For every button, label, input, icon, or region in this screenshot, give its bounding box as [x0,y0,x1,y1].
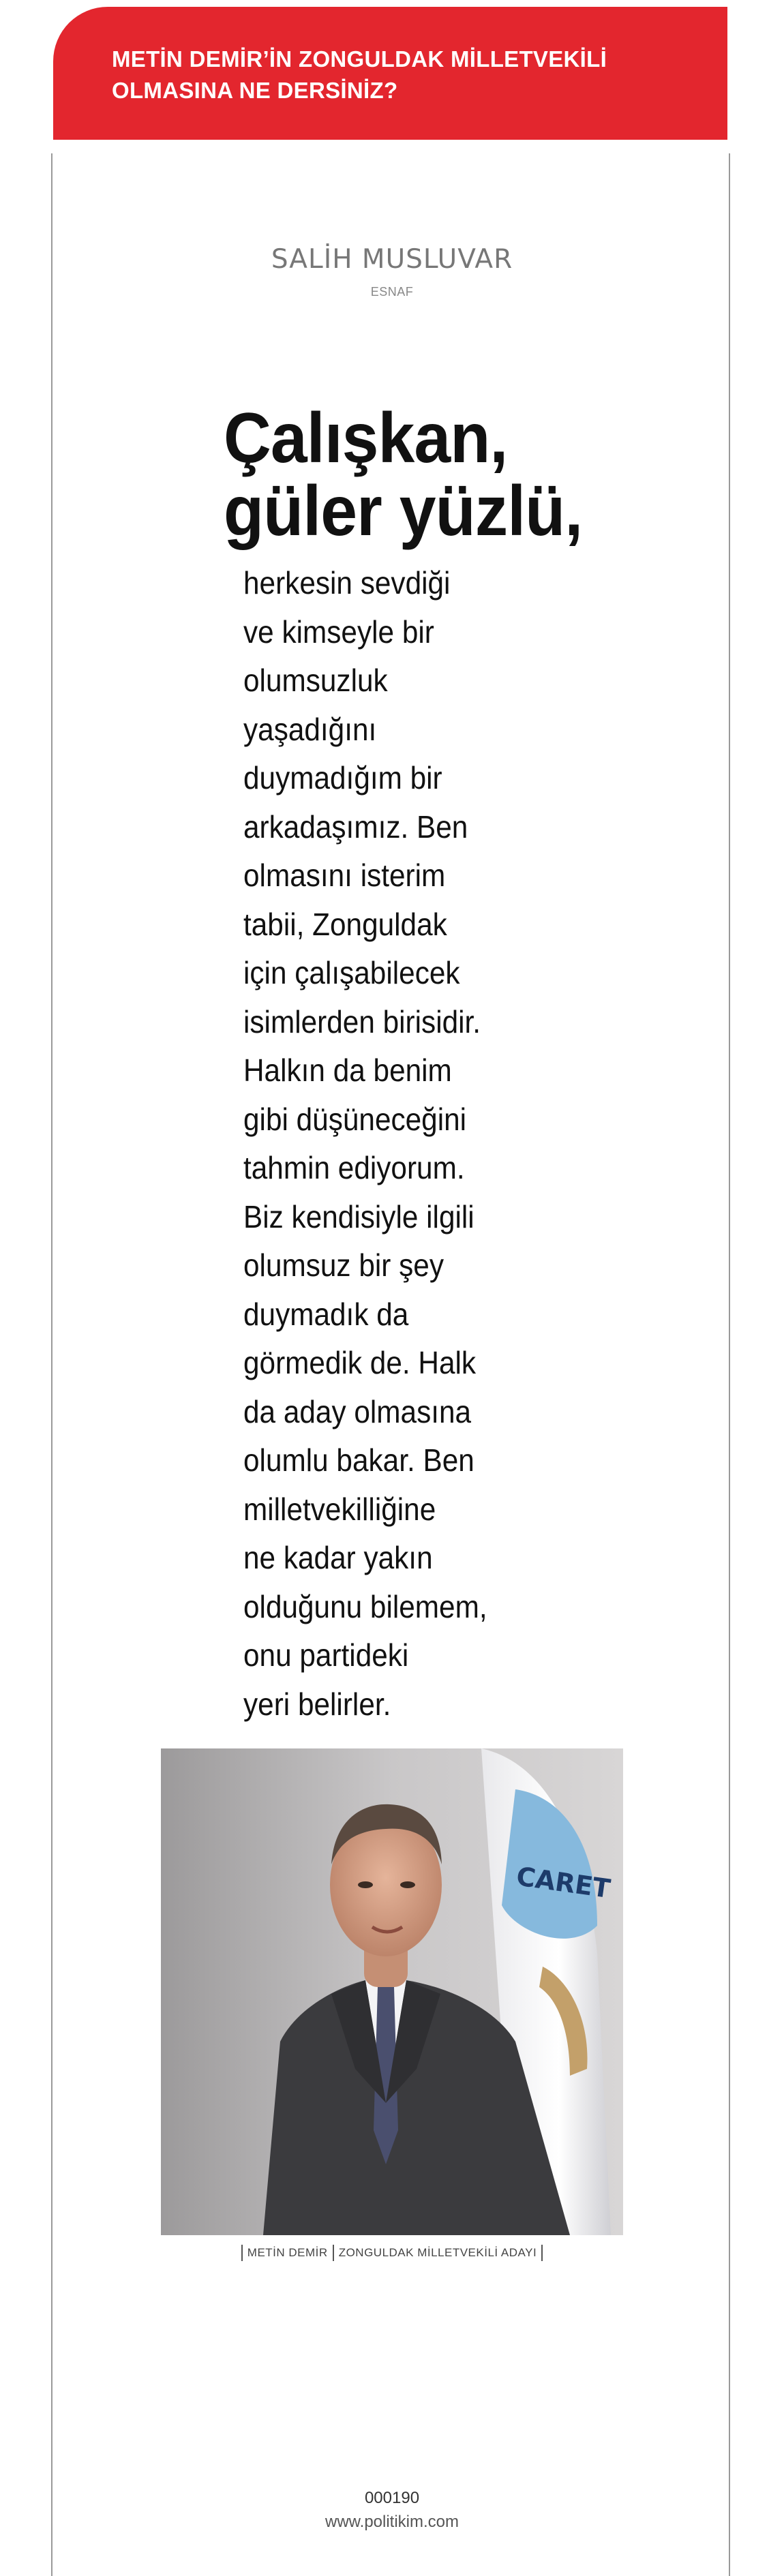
quote-headline [224,399,604,551]
quote-body-line: tabii, Zonguldak [243,906,447,942]
caption-name: METİN DEMİR [247,2246,328,2259]
author-name: SALİH MUSLUVAR [271,244,513,275]
quote-body-line: olumlu bakar. Ben [243,1442,474,1478]
quote-body-line: Biz kendisiyle ilgili [243,1198,474,1234]
quote-body-line: olumsuzluk [243,663,388,698]
site-url[interactable]: www.politikim.com [325,2513,459,2531]
quote-body-line: da aday olmasına [243,1393,472,1429]
quote-body-line: olduğunu bilemem, [243,1588,487,1624]
quote-body-line: için çalışabilecek [243,955,460,990]
header-title [112,44,712,106]
headline-line-1: Çalışkan, [224,399,508,478]
quote-body-line: onu partideki [243,1637,409,1673]
quote-body [243,559,545,1729]
caption-divider [541,2245,543,2261]
quote-body-line: arkadaşımız. Ben [243,808,468,845]
quote-body-line: olumsuz bir şey [243,1247,444,1283]
quote-body-line: olmasını isterim [243,858,446,893]
quote-body-line: ne kadar yakın [243,1540,433,1575]
header-title-line-2: OLMASINA NE DERSİNİZ? [112,78,398,103]
quote-body-line: herkesin sevdiği [243,565,451,601]
header-title-line-1: METİN DEMİR’İN ZONGULDAK MİLLETVEKİLİ [112,46,607,72]
quote-body-line: ve kimseyle bir [243,613,434,650]
portrait-illustration [161,1748,623,2235]
caption-title: ZONGULDAK MİLLETVEKİLİ ADAYI [338,2246,537,2259]
headline-line-2: güler yüzlü, [224,472,583,551]
header-banner [53,7,727,140]
quote-body-line: görmedik de. Halk [243,1345,477,1380]
quote-body-line: duymadığım bir [243,760,442,795]
quote-body-line: tahmin ediyorum. [243,1150,465,1185]
quote-body-line: Halkın da benim [243,1052,452,1088]
quote-body-line: duymadık da [243,1296,409,1332]
photo-caption [0,2245,784,2261]
caption-divider [333,2245,334,2261]
right-border-rule [729,153,730,2576]
caption-divider [241,2245,243,2261]
quote-body-line: isimlerden birisidir. [243,1003,481,1040]
portrait-photo [161,1748,623,2235]
flag-text: CARET [514,1861,612,1905]
quote-body-line: milletvekilliğine [243,1491,436,1527]
page-code: 000190 [364,2489,420,2507]
quote-body-line: gibi düşüneceğini [243,1101,467,1137]
left-border-rule [51,153,52,2576]
quote-body-line: yaşadığını [243,711,377,747]
quote-body-line: yeri belirler. [243,1686,391,1722]
author-role: ESNAF [370,285,414,299]
